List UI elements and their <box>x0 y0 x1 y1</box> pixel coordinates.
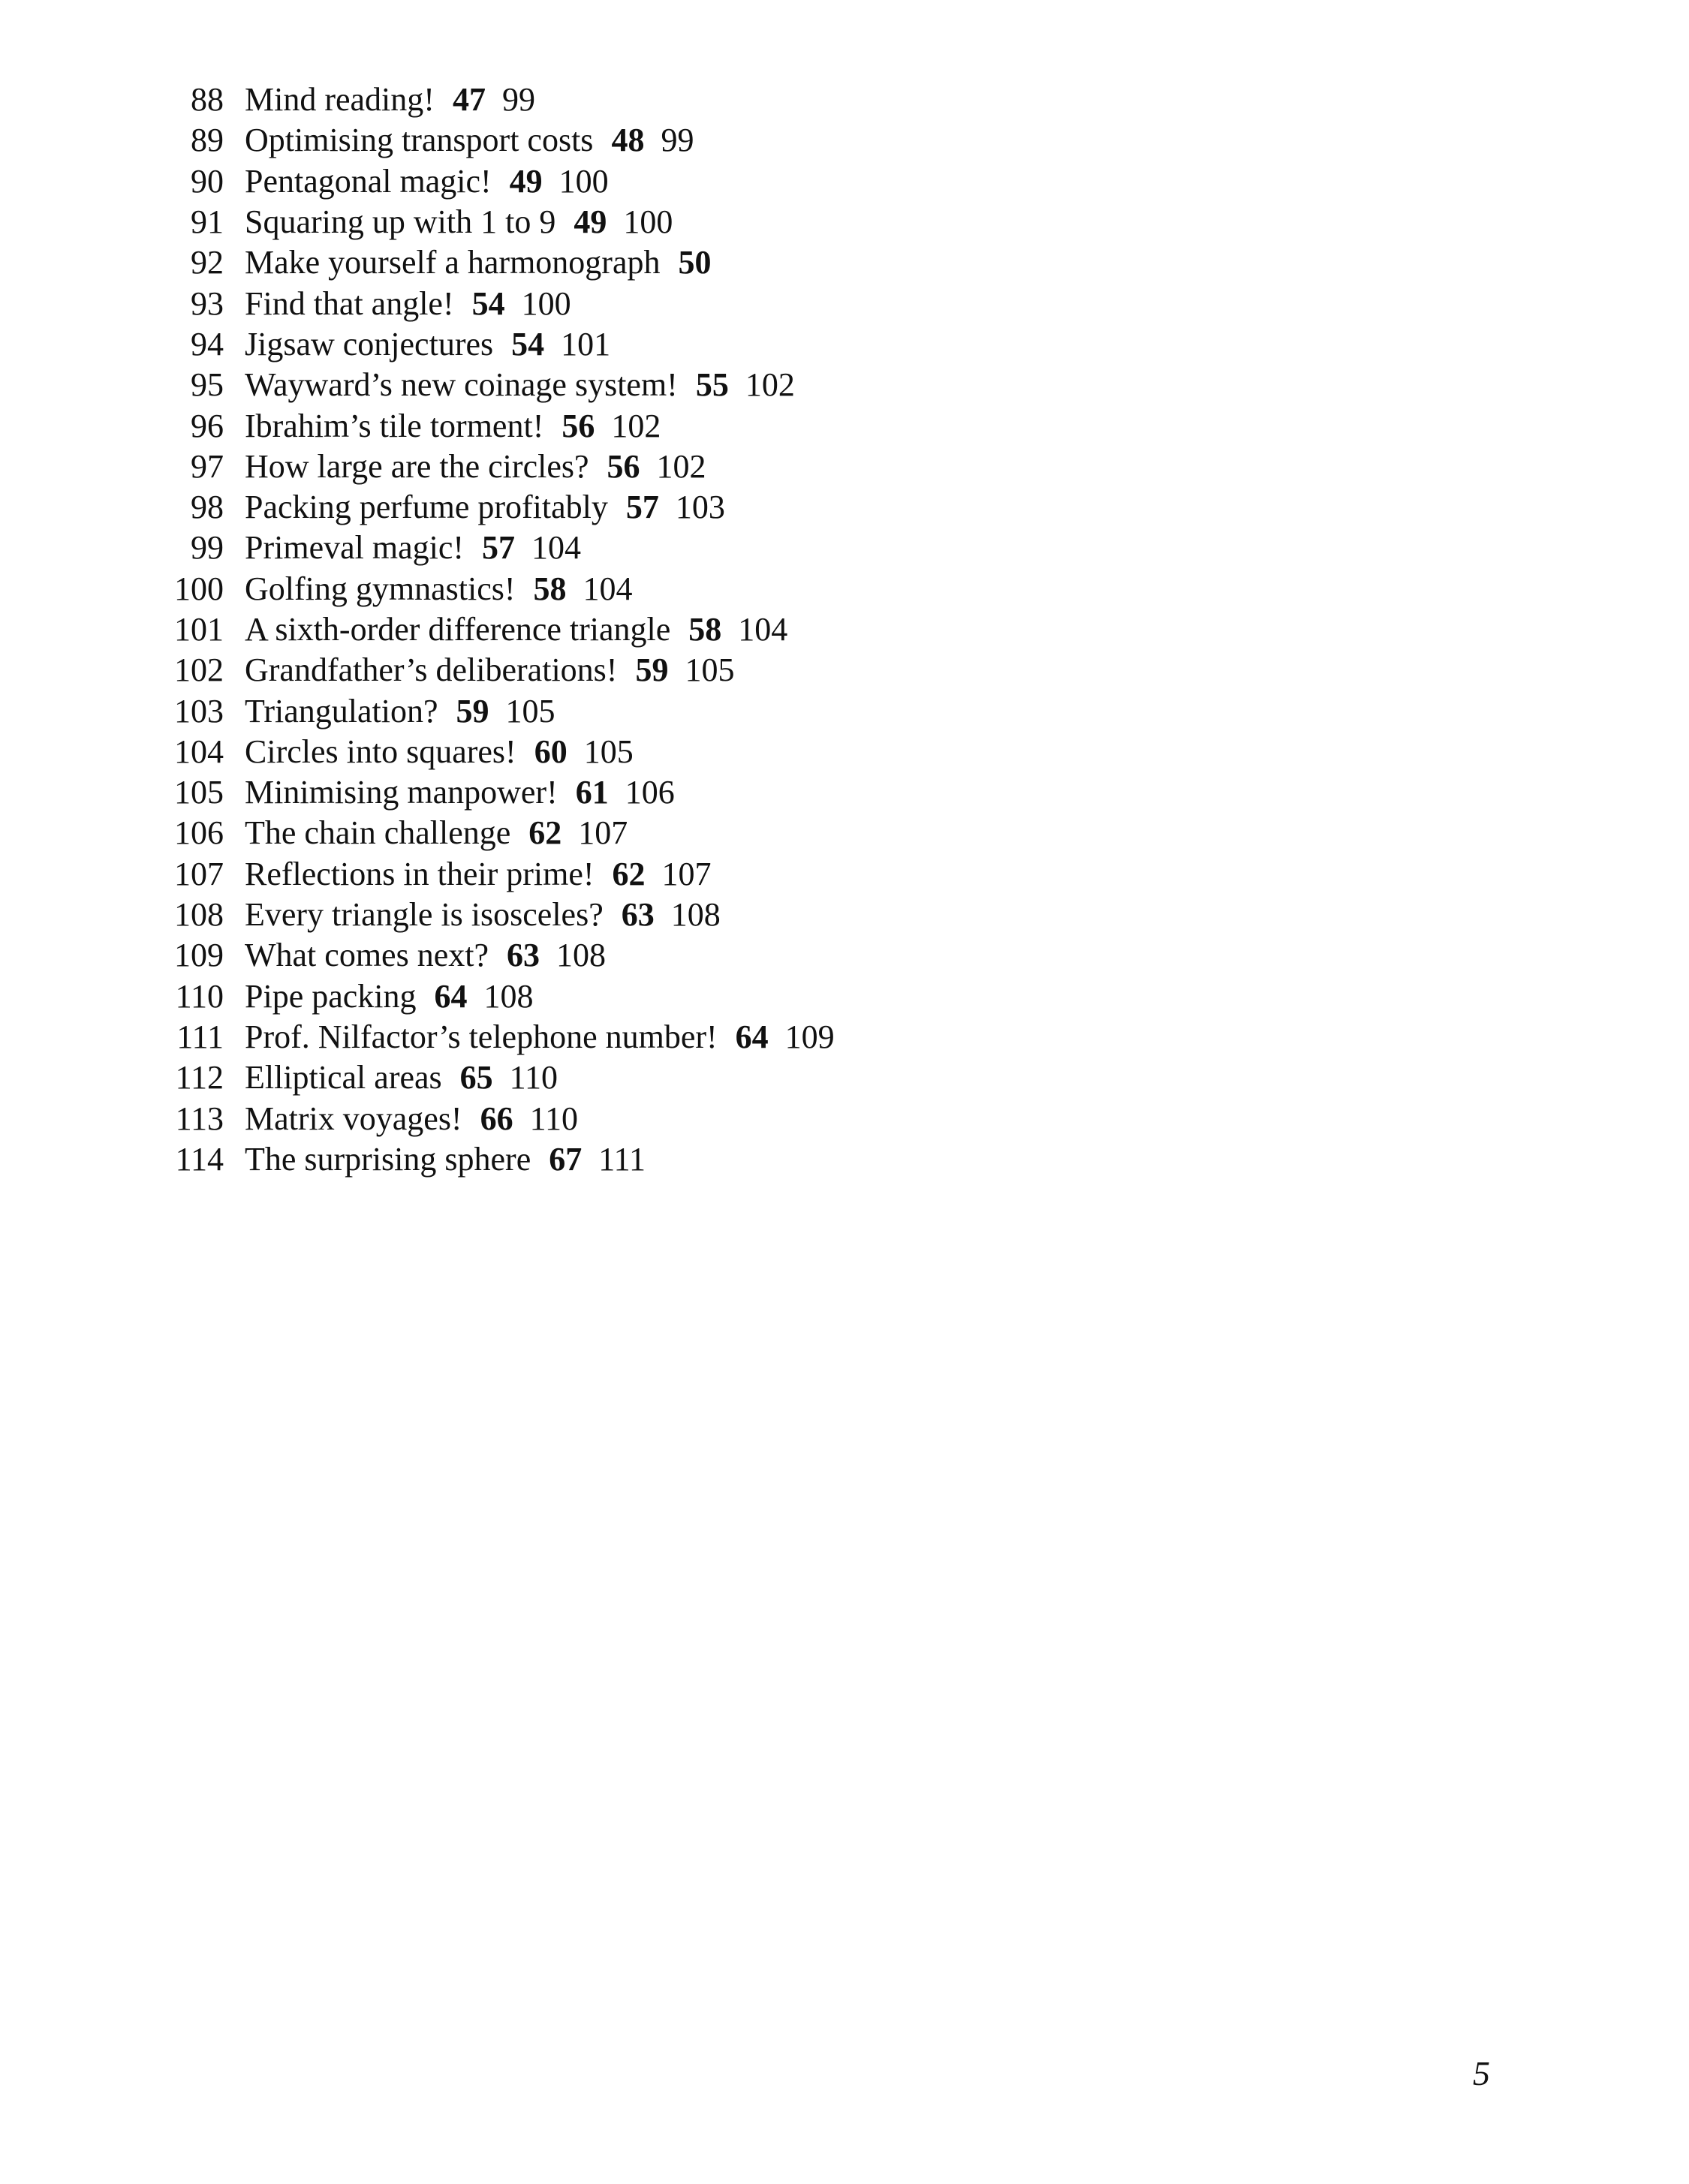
solution-page: 111 <box>598 1140 646 1178</box>
entry-number: 112 <box>175 1059 224 1097</box>
solution-page: 106 <box>625 774 675 811</box>
problem-page: 49 <box>574 203 607 241</box>
entry-number: 105 <box>174 774 224 811</box>
problem-page: 64 <box>735 1018 769 1055</box>
solution-page: 102 <box>611 407 661 444</box>
solution-page: 105 <box>685 651 735 689</box>
toc-entry <box>167 283 1218 323</box>
solution-page: 99 <box>661 122 694 159</box>
entry-title: Circles into squares! <box>245 733 516 770</box>
entry-title: Grandfather’s deliberations! <box>245 651 618 689</box>
problem-page: 47 <box>452 81 486 119</box>
entry-number: 100 <box>174 570 224 607</box>
problem-page: 62 <box>528 814 562 852</box>
problem-page: 63 <box>506 937 540 974</box>
problem-page: 67 <box>549 1140 583 1178</box>
entry-number: 92 <box>191 244 224 281</box>
entry-number: 89 <box>191 122 224 159</box>
toc-entry <box>167 690 1218 731</box>
toc-entry <box>167 447 1218 487</box>
entry-title: Mind reading! <box>245 81 435 119</box>
entry-number: 97 <box>191 447 224 485</box>
entry-title: Golfing gymnastics! <box>245 570 516 607</box>
entry-number: 101 <box>174 611 224 648</box>
solution-page: 102 <box>745 366 795 404</box>
entry-title: Triangulation? <box>245 692 438 730</box>
entry-number: 95 <box>191 366 224 404</box>
entry-title: The chain challenge <box>245 814 511 852</box>
toc-entry <box>167 405 1218 446</box>
solution-page: 100 <box>521 284 571 322</box>
toc-entry <box>167 1139 1218 1180</box>
entry-number: 109 <box>174 937 224 974</box>
problem-page: 62 <box>612 855 646 892</box>
toc-entry <box>167 976 1218 1017</box>
solution-page: 108 <box>483 977 534 1015</box>
toc-entry <box>167 1098 1218 1139</box>
entry-title: Optimising transport costs <box>245 122 594 159</box>
solution-page: 105 <box>583 733 634 770</box>
solution-page: 108 <box>555 937 606 974</box>
solution-page: 102 <box>656 447 706 485</box>
entry-title: Wayward’s new coinage system! <box>245 366 678 404</box>
problem-page: 54 <box>511 325 545 362</box>
entry-number: 88 <box>191 81 224 119</box>
problem-page: 57 <box>482 529 516 567</box>
entry-title: Primeval magic! <box>245 529 465 567</box>
problem-page: 50 <box>678 244 712 281</box>
problem-page: 56 <box>561 407 595 444</box>
toc-entry <box>167 569 1218 609</box>
problem-page: 48 <box>611 122 645 159</box>
toc-entry <box>167 854 1218 895</box>
entry-title: Every triangle is isosceles? <box>245 896 604 934</box>
entry-title: Elliptical areas <box>245 1059 442 1097</box>
entry-number: 102 <box>174 651 224 689</box>
entry-number: 108 <box>174 896 224 934</box>
solution-page: 110 <box>529 1100 578 1137</box>
entry-title: Make yourself a harmonograph <box>245 244 661 281</box>
entry-title: Ibrahim’s tile torment! <box>245 407 544 444</box>
problem-page: 61 <box>575 774 609 811</box>
problem-page: 57 <box>625 489 659 526</box>
entry-title: Find that angle! <box>245 284 454 322</box>
toc-entry <box>167 895 1218 935</box>
entry-title: Prof. Nilfactor’s telephone number! <box>245 1018 718 1055</box>
entry-title: Reflections in their prime! <box>245 855 595 892</box>
solution-page: 109 <box>784 1018 835 1055</box>
toc-entry <box>167 487 1218 528</box>
toc-entry <box>167 242 1218 283</box>
entry-number: 106 <box>174 814 224 852</box>
toc-entry <box>167 120 1218 161</box>
problem-page: 65 <box>459 1059 493 1097</box>
problem-page: 55 <box>695 366 729 404</box>
entry-title: The surprising sphere <box>245 1140 531 1178</box>
entry-number: 113 <box>175 1100 224 1137</box>
entry-number: 103 <box>174 692 224 730</box>
solution-page: 101 <box>561 325 611 362</box>
solution-page: 104 <box>583 570 633 607</box>
problem-page: 58 <box>533 570 567 607</box>
entry-number: 114 <box>175 1140 224 1178</box>
problem-page: 63 <box>621 896 655 934</box>
problem-page: 64 <box>434 977 468 1015</box>
toc-entry <box>167 365 1218 405</box>
table-of-contents <box>167 80 1218 1180</box>
toc-entry <box>167 324 1218 365</box>
problem-page: 54 <box>471 284 505 322</box>
entry-title: What comes next? <box>245 937 489 974</box>
toc-entry <box>167 1017 1218 1057</box>
entry-number: 111 <box>176 1018 224 1055</box>
entry-number: 94 <box>191 325 224 362</box>
solution-page: 104 <box>531 529 582 567</box>
problem-page: 58 <box>688 611 722 648</box>
entry-title: How large are the circles? <box>245 447 589 485</box>
toc-entry <box>167 772 1218 813</box>
entry-number: 99 <box>191 529 224 567</box>
solution-page: 104 <box>738 611 788 648</box>
problem-page: 60 <box>534 733 568 770</box>
entry-number: 107 <box>174 855 224 892</box>
problem-page: 59 <box>456 692 489 730</box>
solution-page: 108 <box>670 896 721 934</box>
entry-title: Pentagonal magic! <box>245 162 492 200</box>
solution-page: 105 <box>505 692 555 730</box>
toc-entry <box>167 813 1218 853</box>
toc-entry <box>167 732 1218 772</box>
entry-number: 110 <box>175 977 224 1015</box>
entry-title: Jigsaw conjectures <box>245 325 494 362</box>
entry-title: Pipe packing <box>245 977 417 1015</box>
entry-title: Minimising manpower! <box>245 774 558 811</box>
toc-entry <box>167 202 1218 242</box>
problem-page: 56 <box>607 447 640 485</box>
toc-entry <box>167 609 1218 650</box>
entry-number: 98 <box>191 489 224 526</box>
toc-entry <box>167 528 1218 568</box>
toc-entry <box>167 935 1218 976</box>
entry-title: Matrix voyages! <box>245 1100 462 1137</box>
toc-entry <box>167 1057 1218 1098</box>
solution-page: 100 <box>623 203 673 241</box>
entry-title: Squaring up with 1 to 9 <box>245 203 556 241</box>
entry-number: 104 <box>174 733 224 770</box>
entry-title: Packing perfume profitably <box>245 489 608 526</box>
toc-entry <box>167 161 1218 202</box>
problem-page: 49 <box>509 162 543 200</box>
solution-page: 110 <box>509 1059 558 1097</box>
entry-number: 93 <box>191 284 224 322</box>
solution-page: 99 <box>501 81 535 119</box>
entry-title: A sixth-order difference triangle <box>245 611 671 648</box>
solution-page: 100 <box>558 162 609 200</box>
problem-page: 66 <box>480 1100 513 1137</box>
solution-page: 107 <box>578 814 628 852</box>
entry-number: 96 <box>191 407 224 444</box>
entry-number: 90 <box>191 162 224 200</box>
solution-page: 103 <box>675 489 725 526</box>
toc-entry <box>167 80 1218 120</box>
solution-page: 107 <box>661 855 712 892</box>
page-number: 5 <box>1473 2054 1490 2092</box>
entry-number: 91 <box>191 203 224 241</box>
problem-page: 59 <box>635 651 669 689</box>
toc-entry <box>167 650 1218 690</box>
